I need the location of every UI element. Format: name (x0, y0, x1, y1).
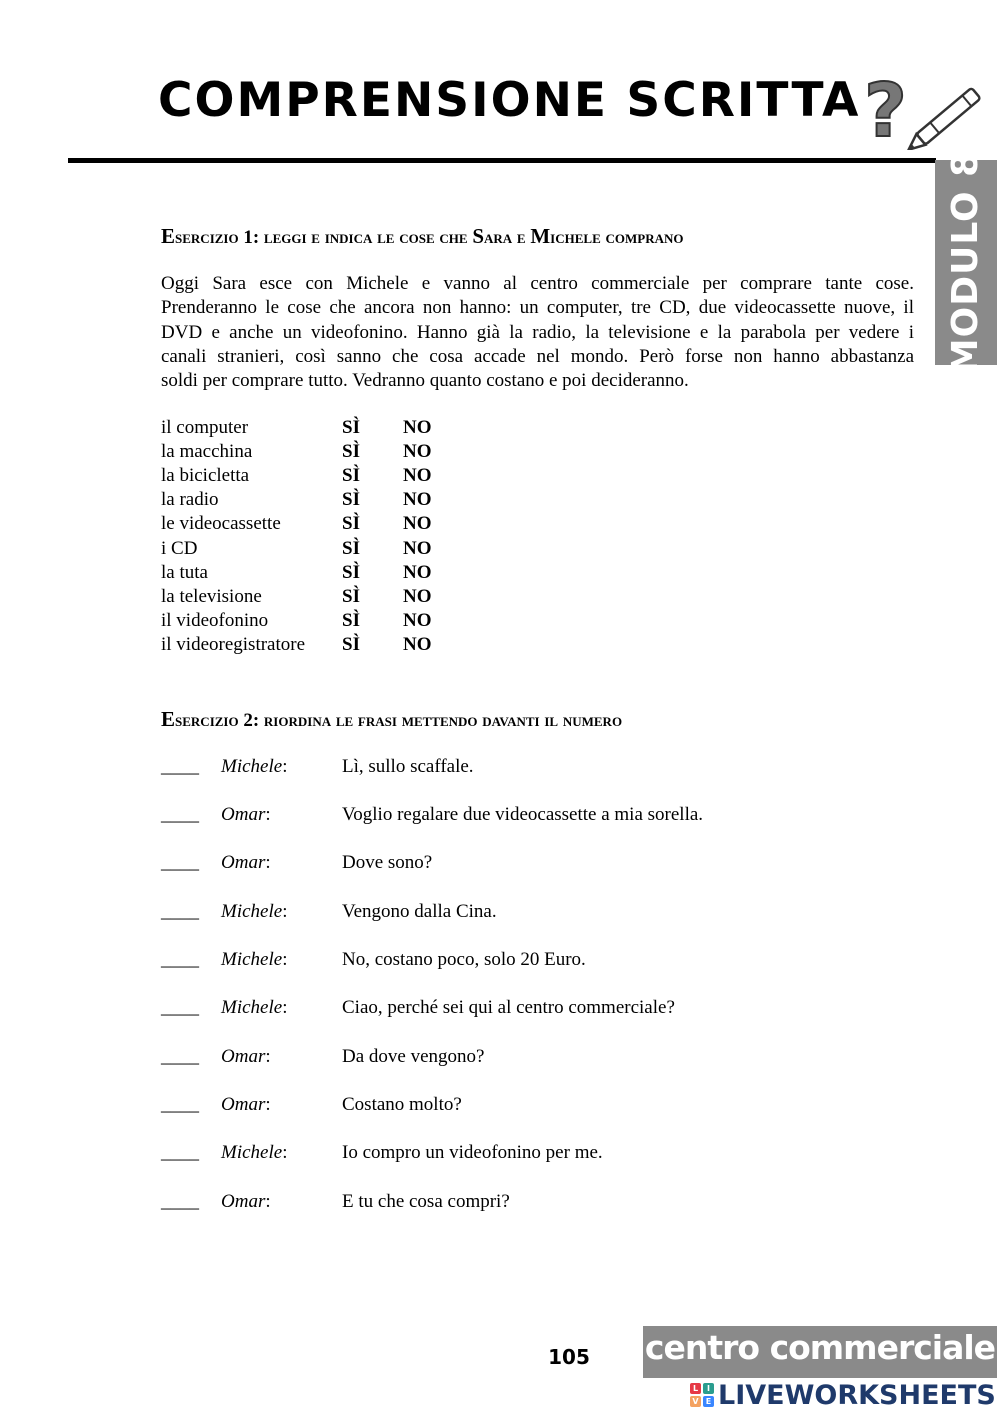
page-title: COMPRENSIONE SCRITTA (158, 73, 861, 128)
speaker-colon: : (265, 852, 271, 873)
speaker-name (221, 1093, 271, 1117)
number-blank[interactable]: ____ (161, 1191, 199, 1212)
speaker-label: Michele (221, 901, 283, 922)
question-pen-icon (860, 70, 990, 150)
yes-option[interactable]: SÌ (342, 441, 360, 462)
yes-option[interactable]: SÌ (342, 489, 360, 510)
exercise1-heading (161, 224, 684, 250)
no-option[interactable]: NO (403, 417, 432, 438)
dialogue-text: Ciao, perché sei qui al centro commerciale? (342, 997, 675, 1018)
speaker-name (221, 1190, 271, 1214)
logo-letter: I (703, 1383, 714, 1394)
paragraph-line: Oggi Sara esce con Michele e vanno al centro commerciale per comprare tante cose. (161, 273, 914, 294)
speaker-label: Michele (221, 949, 283, 970)
speaker-name (221, 996, 287, 1020)
speaker-colon: : (265, 804, 271, 825)
exercise1-heading-and: e (512, 227, 531, 248)
yes-option[interactable]: SÌ (342, 513, 360, 534)
exercise1-heading-word: sercizio 1: (175, 227, 260, 248)
speaker-colon: : (282, 1142, 288, 1163)
dialogue-text: Io compro un videofonino per me. (342, 1142, 603, 1163)
dialogue-text: No, costano poco, solo 20 Euro. (342, 949, 586, 970)
no-option[interactable]: NO (403, 513, 432, 534)
number-blank[interactable]: ____ (161, 997, 199, 1018)
dialogue-text: Dove sono? (342, 852, 433, 873)
dialogue-text: Voglio regalare due videocassette a mia sorella. (342, 804, 704, 825)
choice-item: la tuta (161, 562, 208, 583)
paragraph-line: Prenderanno le cose che ancora non hanno: un computer, tre CD, due videocassette nuove, il (161, 297, 914, 319)
dialogue-text: Da dove vengono? (342, 1046, 485, 1067)
exercise1-heading-michele: ichele (550, 227, 601, 248)
paragraph-line: soldi per comprare tutto. Vedranno quanto costano e poi decideranno. (161, 370, 689, 392)
liveworksheets-logo-icon (690, 1383, 714, 1407)
number-blank[interactable]: ____ (161, 1094, 199, 1115)
logo-letter: V (690, 1396, 701, 1407)
no-option[interactable]: NO (403, 610, 432, 631)
module-tab-label: MODULO 8 (945, 150, 987, 375)
speaker-colon: : (282, 901, 288, 922)
exercise1-heading-rest: leggi e indica le cose che (259, 227, 473, 248)
yes-option[interactable]: SÌ (342, 586, 360, 607)
choice-item: la bicicletta (161, 465, 250, 486)
choice-item: la televisione (161, 586, 262, 607)
speaker-label: Omar (221, 1191, 266, 1212)
speaker-label: Michele (221, 1142, 283, 1163)
speaker-colon: : (265, 1046, 271, 1067)
number-blank[interactable]: ____ (161, 901, 199, 922)
paragraph-line: DVD e anche un videofonino. Hanno già la radio, la televisione e la parabola per vedere i (161, 321, 914, 343)
paragraph-line: canali stranieri, così sanno che cosa accade nel mondo. Però forse non hanno abbastanza (161, 345, 914, 367)
speaker-colon: : (265, 1094, 271, 1115)
speaker-name (221, 1045, 271, 1069)
speaker-name (221, 851, 271, 875)
yes-option[interactable]: SÌ (342, 465, 360, 486)
choice-item: il computer (161, 417, 249, 438)
exercise2-heading (161, 707, 622, 733)
number-blank[interactable]: ____ (161, 756, 199, 777)
speaker-name (221, 1141, 287, 1165)
no-option[interactable]: NO (403, 634, 432, 655)
module-tab-label-wrap (935, 150, 997, 375)
choice-item: le videocassette (161, 513, 281, 534)
section-banner-label: centro commerciale (644, 1328, 996, 1367)
no-option[interactable]: NO (403, 586, 432, 607)
choice-item: il videofonino (161, 610, 269, 631)
exercise1-heading-michele-initial: M (530, 224, 551, 248)
speaker-label: Omar (221, 1046, 266, 1067)
logo-letter: E (703, 1396, 714, 1407)
yes-option[interactable]: SÌ (342, 562, 360, 583)
page-number: 105 (548, 1345, 590, 1369)
speaker-label: Michele (221, 997, 283, 1018)
speaker-label: Omar (221, 1094, 266, 1115)
reading-paragraph (161, 272, 914, 393)
exercise2-heading-word: sercizio 2: (175, 710, 260, 731)
speaker-name (221, 803, 271, 827)
dialogue-text: E tu che cosa compri? (342, 1191, 510, 1212)
dialogue-text: Vengono dalla Cina. (342, 901, 497, 922)
dialogue-text: Costano molto? (342, 1094, 462, 1115)
no-option[interactable]: NO (403, 538, 432, 559)
exercise2-heading-initial: E (161, 707, 176, 731)
speaker-colon: : (265, 1191, 271, 1212)
exercise1-heading-initial: E (161, 224, 176, 248)
yes-option[interactable]: SÌ (342, 610, 360, 631)
no-option[interactable]: NO (403, 465, 432, 486)
speaker-colon: : (282, 949, 288, 970)
speaker-label: Omar (221, 804, 266, 825)
exercise1-heading-end: comprano (600, 227, 684, 248)
speaker-label: Michele (221, 756, 283, 777)
number-blank[interactable]: ____ (161, 1046, 199, 1067)
number-blank[interactable]: ____ (161, 949, 199, 970)
no-option[interactable]: NO (403, 489, 432, 510)
exercise1-heading-sara-initial: S (472, 224, 484, 248)
yes-option[interactable]: SÌ (342, 634, 360, 655)
liveworksheets-brand[interactable] (690, 1378, 996, 1412)
exercise1-heading-sara: ara (484, 227, 513, 248)
choice-item: la radio (161, 489, 219, 510)
number-blank[interactable]: ____ (161, 852, 199, 873)
liveworksheets-wordmark: LIVEWORKSHEETS (718, 1379, 996, 1411)
no-option[interactable]: NO (403, 441, 432, 462)
speaker-name (221, 900, 287, 924)
number-blank[interactable]: ____ (161, 804, 199, 825)
dialogue-text: Lì, sullo scaffale. (342, 756, 474, 777)
exercise2-heading-rest: riordina le frasi mettendo davanti il numero (259, 710, 623, 731)
speaker-name (221, 948, 287, 972)
yes-option[interactable]: SÌ (342, 538, 360, 559)
choice-item: i CD (161, 538, 198, 559)
speaker-name (221, 755, 287, 779)
title-divider (68, 158, 936, 163)
speaker-colon: : (282, 997, 288, 1018)
choice-item: il videoregistratore (161, 634, 306, 655)
choice-item: la macchina (161, 441, 253, 462)
number-blank[interactable]: ____ (161, 1142, 199, 1163)
logo-letter: L (690, 1383, 701, 1394)
no-option[interactable]: NO (403, 562, 432, 583)
speaker-label: Omar (221, 852, 266, 873)
speaker-colon: : (282, 756, 288, 777)
yes-option[interactable]: SÌ (342, 417, 360, 438)
svg-text:?: ? (864, 70, 907, 150)
